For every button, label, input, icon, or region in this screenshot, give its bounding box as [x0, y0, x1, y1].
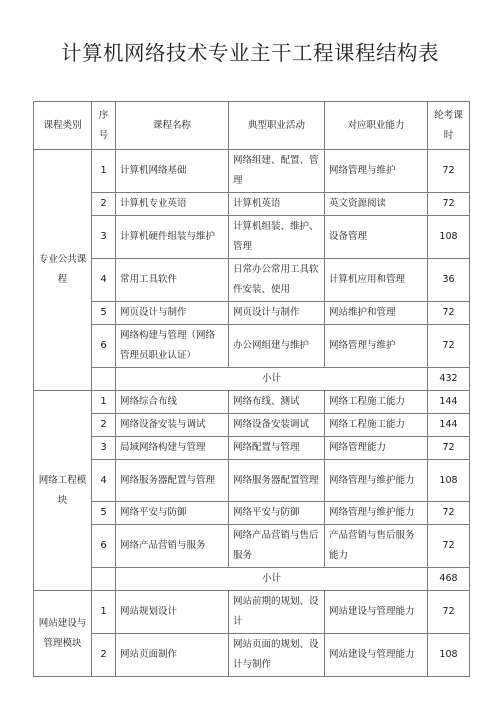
hours-cell: 108: [428, 216, 470, 259]
subtotal-row: [34, 568, 470, 591]
activity-cell: 网络平安与防御: [229, 502, 325, 525]
ability-cell: 网络工程施工能力: [325, 414, 428, 437]
activity-cell: 网络设备安装调试: [229, 414, 325, 437]
activity-cell: 网页设计与制作: [229, 302, 325, 325]
hours-cell: 72: [428, 591, 470, 634]
course-cell: 常用工具软件: [116, 259, 229, 302]
hours-cell: 72: [428, 502, 470, 525]
category-cell: 网站建设与管理模块: [34, 591, 92, 677]
activity-cell: 网络布线、测试: [229, 391, 325, 414]
seq-cell: 4: [92, 460, 116, 502]
activity-cell: 日常办公常用工具软件安装、使用: [229, 259, 325, 302]
activity-cell: 网络服务器配置管理: [229, 460, 325, 502]
seq-cell: 2: [92, 634, 116, 677]
course-cell: 局域网络构建与管理: [116, 437, 229, 460]
ability-cell: 网络管理能力: [325, 437, 428, 460]
ability-cell: 网络管理与维护能力: [325, 460, 428, 502]
table-row: [34, 150, 470, 193]
hours-cell: 72: [428, 150, 470, 193]
table-row: [34, 391, 470, 414]
hours-cell: 36: [428, 259, 470, 302]
table-row: [34, 460, 470, 502]
seq-cell: 3: [92, 437, 116, 460]
hours-cell: 72: [428, 193, 470, 216]
activity-cell: 办公网组建与维护: [229, 325, 325, 368]
header-course: 课程名称: [116, 102, 229, 150]
seq-cell: 6: [92, 525, 116, 568]
subtotal-label: 小计: [116, 568, 428, 591]
seq-cell: 2: [92, 414, 116, 437]
hours-cell: 144: [428, 391, 470, 414]
ability-cell: 网络管理与维护: [325, 325, 428, 368]
seq-cell: 3: [92, 216, 116, 259]
table-row: [34, 325, 470, 368]
hours-cell: 72: [428, 437, 470, 460]
header-activity: 典型职业活动: [229, 102, 325, 150]
seq-cell: 2: [92, 193, 116, 216]
course-cell: 网络综合布线: [116, 391, 229, 414]
course-cell: 网站页面制作: [116, 634, 229, 677]
course-cell: 计算机专业英语: [116, 193, 229, 216]
curriculum-table: [33, 101, 470, 677]
ability-cell: 英文资源阅读: [325, 193, 428, 216]
activity-cell: 网络产品营销与售后服务: [229, 525, 325, 568]
seq-cell: 1: [92, 150, 116, 193]
table-row: [34, 591, 470, 634]
ability-cell: 产品营销与售后服务能力: [325, 525, 428, 568]
ability-cell: 计算机应用和管理: [325, 259, 428, 302]
activity-cell: 网络组建、配置、管理: [229, 150, 325, 193]
table-row: [34, 634, 470, 677]
hours-cell: 72: [428, 325, 470, 368]
subtotal-label: 小计: [116, 368, 428, 391]
ability-cell: 网站建设与管理能力: [325, 634, 428, 677]
course-cell: 网络服务器配置与管理: [116, 460, 229, 502]
seq-cell: 1: [92, 391, 116, 414]
table-row: [34, 193, 470, 216]
table-header-row: [34, 102, 470, 150]
seq-cell: 1: [92, 591, 116, 634]
ability-cell: 网络工程施工能力: [325, 391, 428, 414]
table-row: [34, 259, 470, 302]
header-ability: 对应职业能力: [325, 102, 428, 150]
hours-cell: 144: [428, 414, 470, 437]
hours-cell: 72: [428, 302, 470, 325]
seq-cell: 5: [92, 302, 116, 325]
table-row: [34, 302, 470, 325]
hours-cell: 108: [428, 634, 470, 677]
course-cell: 计算机硬件组装与维护: [116, 216, 229, 259]
course-cell: 网页设计与制作: [116, 302, 229, 325]
seq-cell: 5: [92, 502, 116, 525]
subtotal-value: 432: [428, 368, 470, 391]
header-hours: 纶考课时: [428, 102, 470, 150]
course-cell: 网站规划设计: [116, 591, 229, 634]
course-cell: 网络产品营销与服务: [116, 525, 229, 568]
category-cell: 专业公共课程: [34, 150, 92, 391]
course-cell: 网络平安与防御: [116, 502, 229, 525]
activity-cell: 计算机组装、维护、管理: [229, 216, 325, 259]
course-cell: 计算机网络基础: [116, 150, 229, 193]
seq-cell: 4: [92, 259, 116, 302]
ability-cell: 网络管理与维护: [325, 150, 428, 193]
activity-cell: 计算机英语: [229, 193, 325, 216]
activity-cell: 网络配置与管理: [229, 437, 325, 460]
table-row: [34, 216, 470, 259]
category-cell: 网络工程模块: [34, 391, 92, 591]
header-seq: 序号: [92, 102, 116, 150]
ability-cell: 网站维护和管理: [325, 302, 428, 325]
ability-cell: 网络管理与维护能力: [325, 502, 428, 525]
subtotal-row: [34, 368, 470, 391]
ability-cell: 网站建设与管理能力: [325, 591, 428, 634]
activity-cell: 网站页面的规划、设计与制作: [229, 634, 325, 677]
ability-cell: 设备管理: [325, 216, 428, 259]
header-category: 课程类别: [34, 102, 92, 150]
hours-cell: 72: [428, 525, 470, 568]
table-row: [34, 437, 470, 460]
activity-cell: 网站前期的规划、设计: [229, 591, 325, 634]
table-row: [34, 414, 470, 437]
table-row: [34, 525, 470, 568]
course-cell: 网络设备安装与调试: [116, 414, 229, 437]
subtotal-value: 468: [428, 568, 470, 591]
page-title: 计算机网络技术专业主干工程课程结构表: [61, 41, 439, 65]
hours-cell: 108: [428, 460, 470, 502]
table-row: [34, 502, 470, 525]
seq-cell: 6: [92, 325, 116, 368]
course-cell: 网络构建与管理（网络管理员职业认证）: [116, 325, 229, 368]
